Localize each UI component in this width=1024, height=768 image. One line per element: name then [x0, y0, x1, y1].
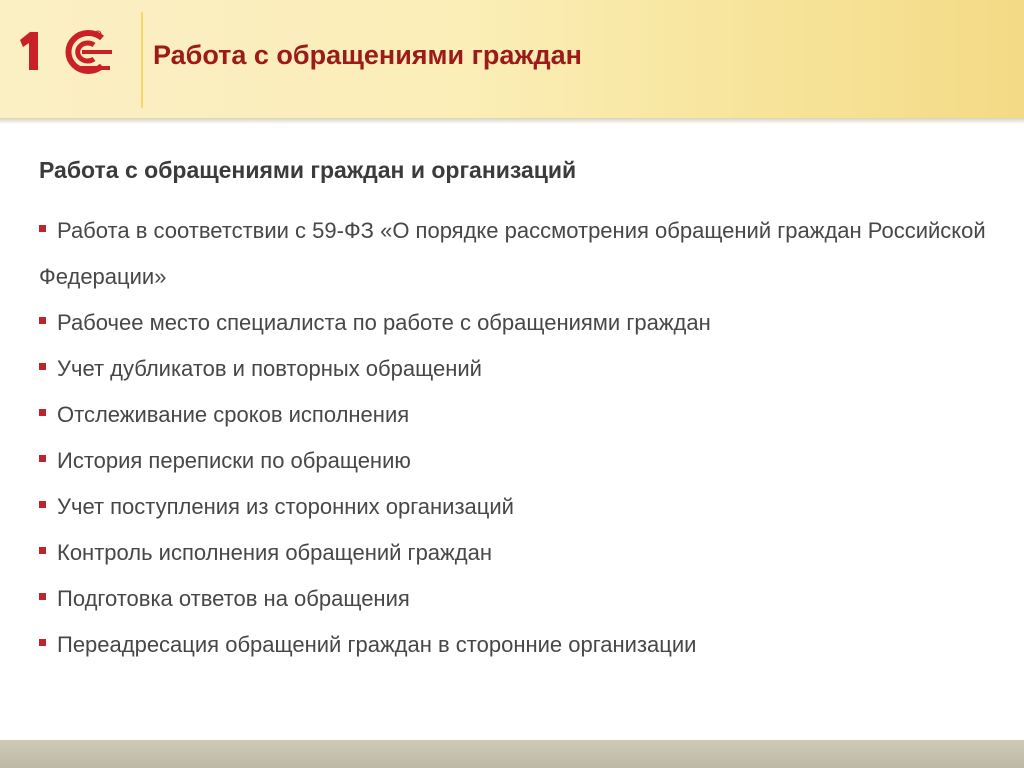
1c-logo — [18, 28, 118, 74]
page-title: Работа с обращениями граждан — [153, 40, 582, 70]
list-item-label: Учет дубликатов и повторных обращений — [57, 356, 482, 381]
header-shadow — [0, 118, 1024, 124]
bullet-icon — [39, 409, 46, 416]
list-item-label: Работа в соответствии с 59-ФЗ «О порядке рассмотрения обращений граждан Российской Федерации» — [39, 218, 986, 289]
list-item — [39, 300, 999, 346]
header-bar — [0, 0, 1024, 118]
list-item — [39, 530, 999, 576]
list-item-label: Учет поступления из сторонних организаций — [57, 494, 514, 519]
header-divider — [141, 12, 143, 108]
section-subtitle: Работа с обращениями граждан и организаций — [39, 157, 577, 183]
bullet-icon — [39, 639, 46, 646]
list-item-label: Отслеживание сроков исполнения — [57, 402, 410, 427]
bullet-icon — [39, 317, 46, 324]
bullet-icon — [39, 593, 46, 600]
list-item — [39, 484, 999, 530]
bullet-icon — [39, 501, 46, 508]
list-item-label: Контроль исполнения обращений граждан — [57, 540, 492, 565]
list-item — [39, 622, 999, 668]
list-item — [39, 576, 999, 622]
list-item — [39, 346, 999, 392]
list-item-label: Переадресация обращений граждан в сторонние организации — [57, 632, 697, 657]
list-item — [39, 438, 999, 484]
bullet-icon — [39, 225, 46, 232]
bullet-icon — [39, 363, 46, 370]
list-item — [39, 208, 999, 300]
list-item-label: Подготовка ответов на обращения — [57, 586, 410, 611]
bullet-icon — [39, 455, 46, 462]
list-item-label: История переписки по обращению — [57, 448, 411, 473]
footer-bar — [0, 740, 1024, 768]
bullet-icon — [39, 547, 46, 554]
list-item — [39, 392, 999, 438]
list-item-label: Рабочее место специалиста по работе с обращениями граждан — [57, 310, 711, 335]
feature-list — [39, 208, 999, 668]
